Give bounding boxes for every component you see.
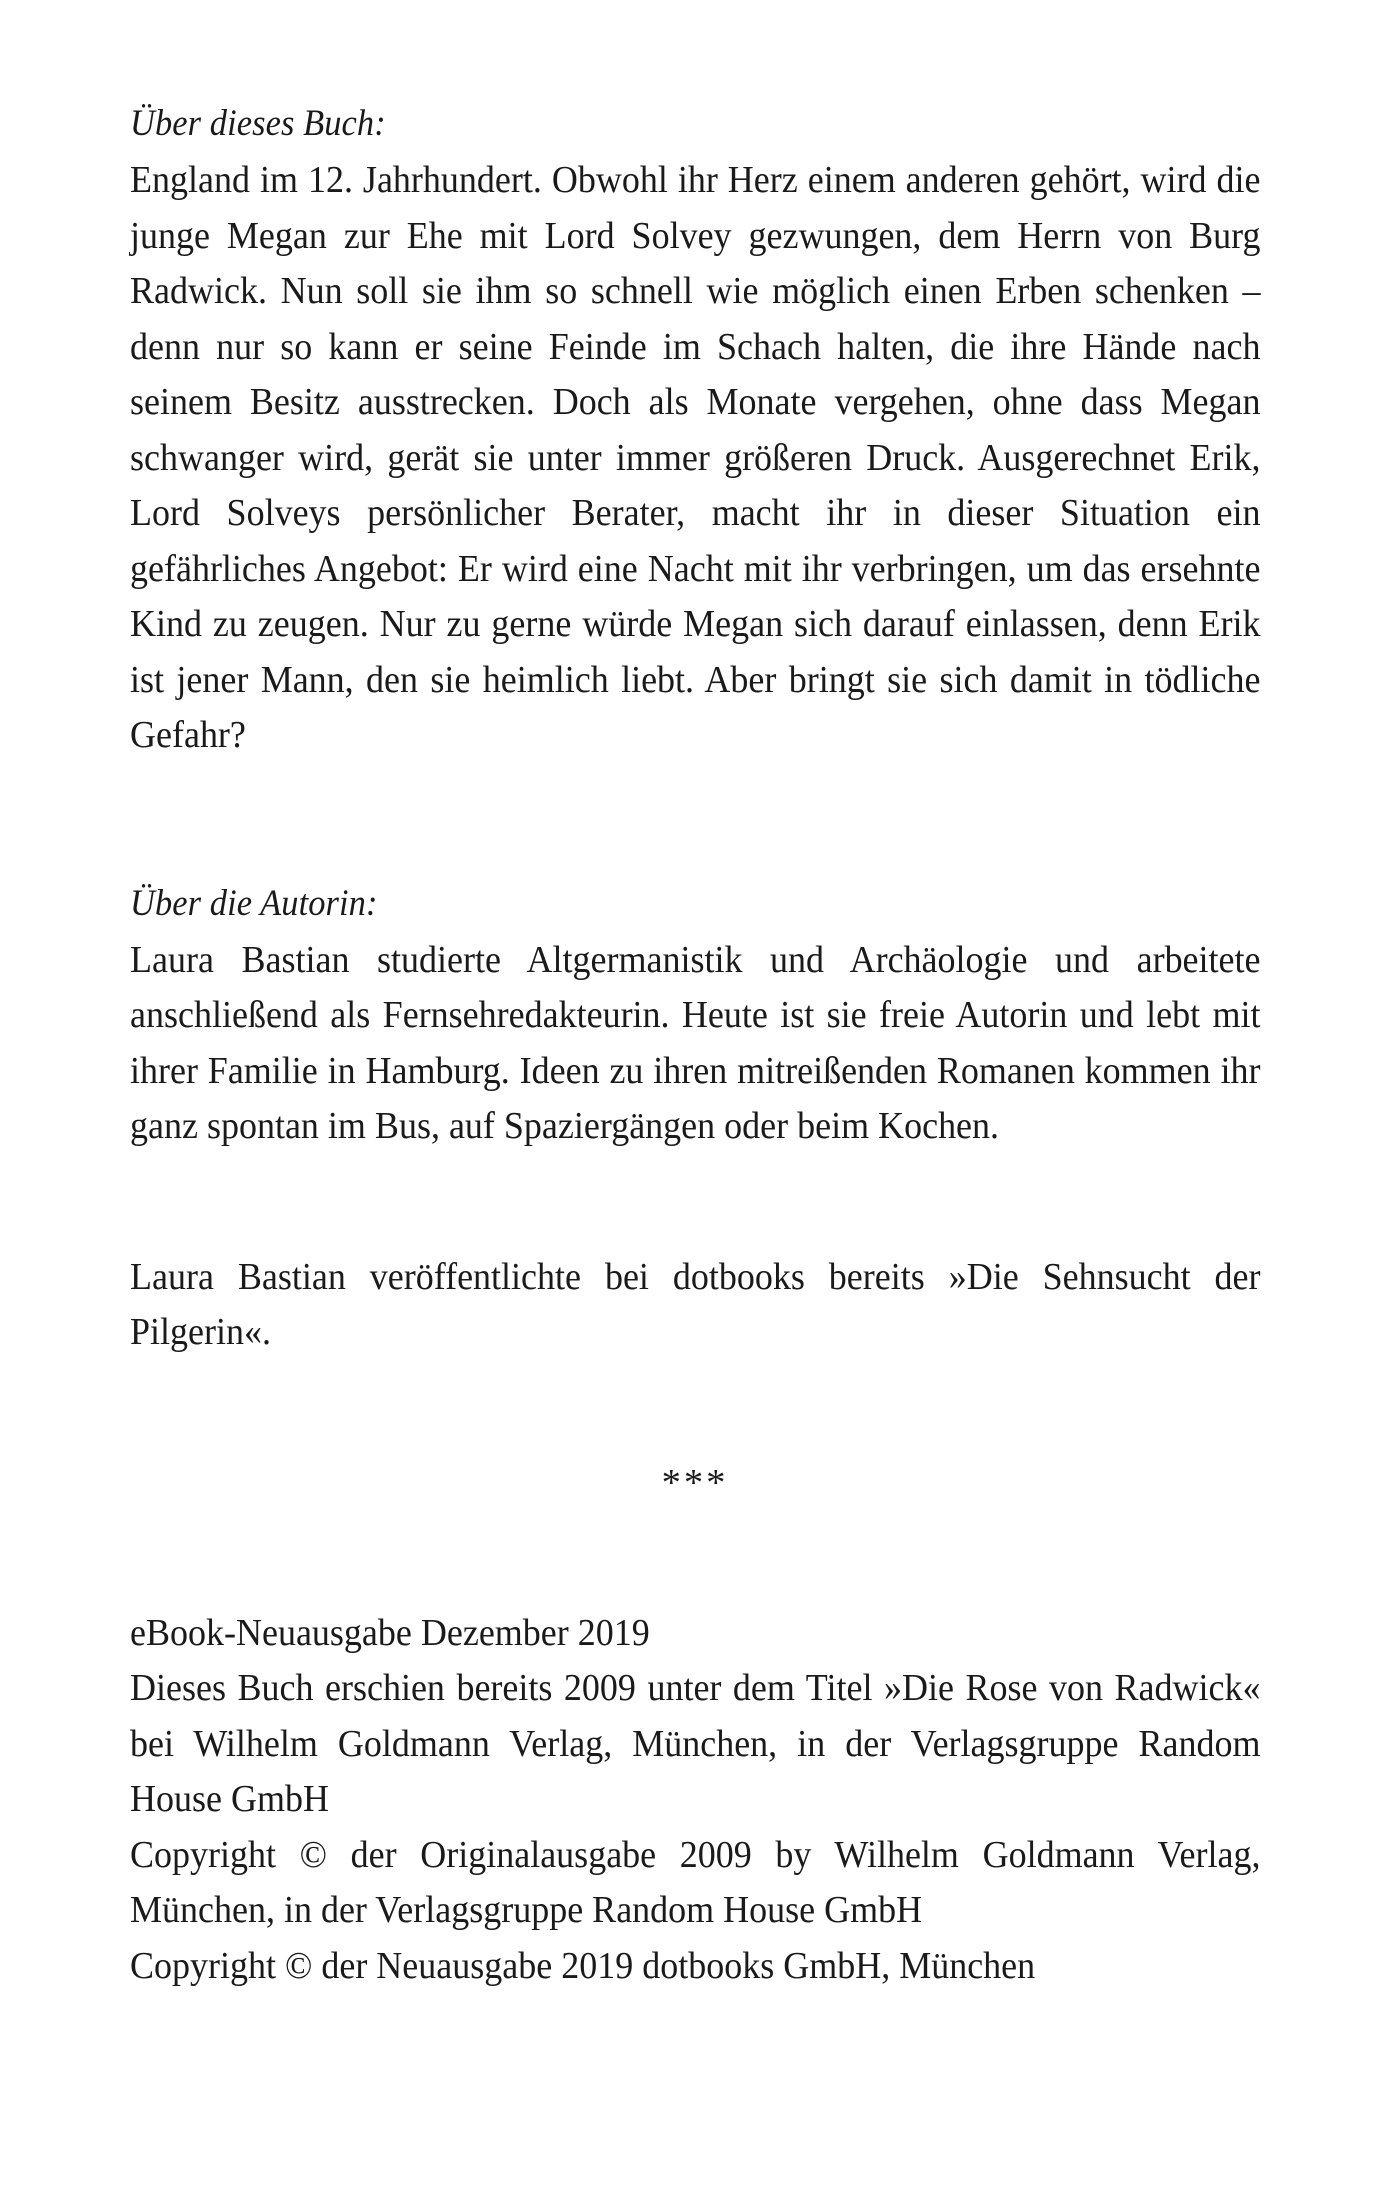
about-author-heading: Über die Autorin: [130,882,378,924]
section-other-titles [130,1250,1260,1361]
imprint-copyright-original: Copyright © der Originalausgabe 2009 by Wilhelm Goldmann Verlag, München, in der Verlagsgruppe Random House GmbH [130,1833,1261,1931]
imprint-edition-line: eBook-Neuausgabe Dezember 2019 [130,1611,650,1654]
spacer-after-about-book [130,764,1260,876]
section-about-author [130,876,1260,1155]
about-author-paragraph: Laura Bastian studierte Altgermanistik und Archäologie und arbeitete anschließend als Fernsehredakteurin. Heute ist sie freie Autorin und lebt mit ihrer Familie in Hamburg. Ideen zu ihren mitreißenden Romanen kommen ihr ganz spontan im Bus, auf Spaziergängen oder beim Kochen. [130,938,1261,1147]
spacer-before-divider [130,1361,1260,1456]
spacer-after-divider [130,1511,1260,1606]
other-titles-paragraph: Laura Bastian veröffentlichte bei dotbooks bereits »Die Sehnsucht der Pilgerin«. [130,1255,1261,1353]
imprint-prior-publication: Dieses Buch erschien bereits 2009 unter dem Titel »Die Rose von Radwick« bei Wilhelm Goldmann Verlag, München, in der Verlagsgruppe Random House GmbH [130,1667,1261,1820]
asterisk-divider: *** [661,1461,729,1504]
section-about-book [130,96,1260,764]
spacer-after-about-author [130,1155,1260,1250]
about-book-heading: Über dieses Buch: [130,103,386,144]
section-imprint [130,1606,1260,1995]
page-content [130,96,1260,1994]
about-book-paragraph: England im 12. Jahrhundert. Obwohl ihr Herz einem anderen gehört, wird die junge Megan zur Ehe mit Lord Solvey gezwungen, dem Herrn von Burg Radwick. Nun soll sie ihm so schnell wie möglich einen Erben schenken – denn nur so kann er seine Feinde im Schach halten, die ihre Hände nach seinem Besitz ausstrecken. Doch als Monate vergehen, ohne dass Megan schwanger wird, gerät sie unter immer größeren Druck. Ausgerechnet Erik, Lord Solveys persönlicher Berater, macht ihr in dieser Situation ein gefährliches Angebot: Er wird eine Nacht mit ihr verbringen, um das ersehnte Kind zu zeugen. Nur zu gerne würde Megan sich darauf einlassen, denn Erik ist jener Mann, den sie heimlich liebt. Aber bringt sie sich damit in tödliche Gefahr? [130,159,1261,756]
imprint-copyright-new: Copyright © der Neuausgabe 2019 dotbooks GmbH, München [130,1944,1036,1987]
